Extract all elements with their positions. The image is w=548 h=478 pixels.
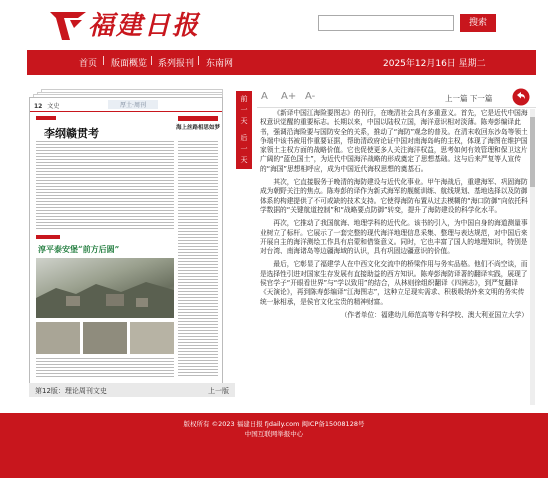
page-caption-bar [29,383,235,397]
article-toolbar [257,87,536,108]
village-photo [36,258,174,318]
tab-char: 天 [240,156,248,164]
paper-headline: 李纲赣贯考 [44,127,99,140]
tab-char: 一 [240,145,248,153]
next-day-tab[interactable] [236,130,252,169]
small-photo-3 [130,322,174,354]
main-content [27,87,536,407]
footer-copyright: 版权所有 ©2023 福建日报 fjdaily.com 闽ICP备15008128号 [183,420,365,428]
font-decrease-button[interactable]: A- [305,91,316,102]
masthead-rule [30,111,222,112]
column-text-block [36,141,174,229]
article-author: （作者单位：福建幼儿师范高等专科学校、澳大利亚国立大学） [340,310,528,319]
scrollbar-thumb[interactable] [530,117,535,187]
footer-report-link[interactable]: 中国互联网举报中心 [244,430,304,438]
back-arrow-icon[interactable] [512,88,530,106]
column-text-block [178,141,218,376]
article-panel [257,87,536,407]
nav-item-dongnan[interactable]: 东南网 [206,59,234,69]
site-footer [0,413,548,478]
logo-mark-icon [48,6,88,44]
page-masthead: 厚土·周刊 [108,100,158,109]
page-tag: 12 文史 [34,103,60,110]
column-text-block [36,358,174,378]
nav-bar [27,50,536,75]
nav-item-overview[interactable]: 版面概览 [111,59,148,69]
tab-char: 一 [240,106,248,114]
prev-page-link[interactable]: 上一版 [208,387,229,395]
search-input[interactable] [318,15,454,31]
article-body [260,109,528,405]
side-headline: 海上丝路相思如梦 [176,125,221,131]
page-label[interactable]: 第12版：理论周刊文史 [35,387,107,395]
prev-next-article[interactable]: 上一篇 下一篇 [445,94,493,103]
small-photo-1 [36,322,80,354]
nav-separator: | [197,56,201,66]
article-paragraph: 其次，它直接服务于晚清的海防建设与近代化事业。甲午海战后，重建海军、巩固海防成为朝野关注的焦点。陈寿彭的译作为新式海军的舰艇训练、航线规划、基地选择以及防御体系的构建提供了不可或缺的技术支持。它使得海防布置从过去模糊的“海口防御”向依托科学数据的“关键航道控制”和“战略要点防御”转变，提升了海防建设的科学化水平。 [260,178,528,214]
article-scrollbar[interactable] [530,109,535,405]
site-logo-text[interactable]: 福建日报 [88,11,201,41]
tab-char: 前 [240,95,248,103]
tab-char: 后 [240,134,248,142]
nav-separator: | [102,56,106,66]
font-reset-button[interactable]: A [261,91,268,102]
font-increase-button[interactable]: A+ [281,91,297,102]
search-button[interactable]: 搜索 [460,14,496,32]
prev-day-tab[interactable] [236,91,252,130]
article-paragraph: 再次，它推动了我国航海、地理学科的近代化。该书的引入，为中国自身的海道测量事业树立了标杆。它展示了一套完整的现代海洋地理信息采集、整理与表达规范，对中国后来开展自主的海洋测绘工作具有启蒙和借鉴意义。同时，它也丰富了国人的地理知识，特别是对台湾、南海诸岛等边疆海域的认识，具有巩固边疆意识的价值。 [260,219,528,256]
tab-char: 天 [240,117,248,125]
nav-item-home[interactable]: 首页 [79,59,98,69]
nav-item-series[interactable]: 系列报刊 [158,59,195,69]
article-paragraph: 最后，它彰显了福建学人在中西文化交流中的桥梁作用与务实品格。他们不尚空谈，而是选择性引进对国家生存发展有直接助益的西方知识。陈寿彭海防译著的翻译实践，展现了侯官学子“开眼看世界”与“学以致用”的结合，从林则徐组织翻译《四洲志》，到严复翻译《天演论》，再到陈寿彭编译“江海图志”，这种立足现实需求、积极吸纳外来文明的务实传统一脉相承，是侯官文化宝贵的精神财富。 [260,260,528,306]
column-tag [36,116,56,120]
page-preview [27,87,235,395]
site-header [0,0,548,50]
small-photo-2 [83,322,127,354]
column-tag [178,116,218,121]
article-paragraph: 《新译中国江海险要图志》的刊行，在晚清社会具有多重意义。首先，它是近代中国海权意识觉醒的重要标志。长期以来，中国以陆权立国，海洋意识相对淡薄。陈寿彭编译此书，强调沿海险要与国防安全的关系，推动了“海防”观念的普及。在清末收回东沙岛等领土争端中该书被用作重要证据，帮助清政府论证中国对南海岛屿的主权，体现了海图在维护国家领土主权方面的战略价值。它也促使更多人关注海洋权益，思考如何有效管理和保卫这片广阔的“蓝色国土”，为近代中国海洋战略的形成奠定了思想基础。这与后来严复等人宣传的“海国”思想相呼应，成为中国近代海权思想的奠基石。 [260,109,528,173]
current-date: 2025年12月16日 星期二 [383,59,486,69]
photo-headline: 淳平泰安堡“前方后圆” [38,244,120,254]
nav-separator: | [150,56,154,66]
column-tag [36,235,60,239]
newspaper-page[interactable] [29,97,223,385]
